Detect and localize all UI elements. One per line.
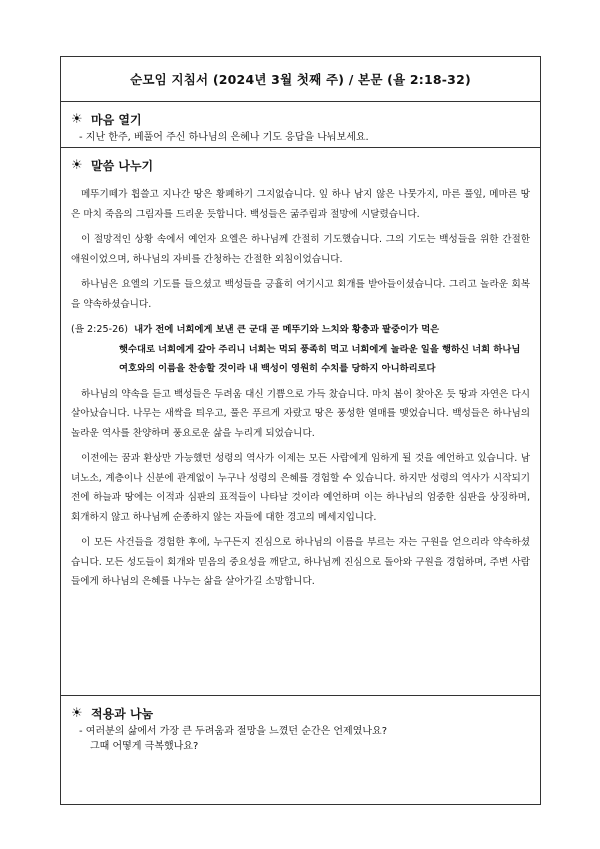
section-heading: [61, 702, 540, 724]
section-title: 말씀 나누기: [91, 158, 154, 173]
paragraph: 메뚜기떼가 휩쓸고 지나간 땅은 황폐하기 그지없습니다. 잎 하나 남지 않은 나뭇가지, 마른 풀잎, 메마른 땅은 마치 죽음의 그림자를 드리운 듯합니다. 백성들은 굶주림과 절망에 시달렸습니다.: [71, 189, 530, 220]
section-heading: [61, 154, 540, 176]
question-line: - 여러분의 삶에서 가장 큰 두려움과 절망을 느꼈던 순간은 언제였나요?: [79, 726, 388, 737]
question-line: 그때 어떻게 극복했나요?: [90, 741, 199, 752]
paragraph: 하나님은 요엘의 기도를 들으셨고 백성들을 긍휼히 여기시고 회개를 받아들이셨습니다. 그리고 놀라운 회복을 약속하셨습니다.: [71, 279, 530, 310]
paragraph: 이 모든 사건들을 경험한 후에, 누구든지 진심으로 하나님의 이름을 부르는 자는 구원을 얻으리라 약속하셨습니다. 모든 성도들이 회개와 믿음의 중요성을 깨닫고, 하나님께 진심으로 돌아와 구원을 경험하며, 주변 사람들에게 하나님의 은혜를 나누는 삶을 살아가길 소망합니다.: [71, 537, 530, 587]
sermon-body: [61, 176, 540, 592]
paragraph: 이전에는 꿈과 환상만 가능했던 성령의 역사가 이제는 모든 사람에게 임하게 될 것을 예언하고 있습니다. 남녀노소, 계층이나 신분에 관계없이 누구나 성령의 은혜를 경험할 수 있습니다. 하지만 성령의 역사가 시작되기 전에 하늘과 땅에는 이적과 심판의 표적들이 나타날 것이라 예언하며 이는 하나님의 엄중한 심판을 상징하며, 회개하지 않고 하나님께 순종하지 않는 자들에 대한 경고의 메세지입니다.: [71, 453, 530, 523]
scripture-quote: [71, 320, 530, 379]
section-word: [61, 148, 540, 696]
section-title: 마음 열기: [91, 112, 142, 127]
bullet-item: [61, 724, 540, 754]
scripture-text: 햇수대로 너희에게 갚아 주리니 너희는 먹되 풍족히 먹고 너희에게 놀라운 일을 행하신 너희 하나님 여호와의 이름을 찬송할 것이라 내 백성이 영원히 수치를 당하지 아니하리로다: [119, 343, 521, 374]
bullet-item: - 지난 한주, 베풀어 주신 하나님의 은혜나 기도 응답을 나눠보세요.: [79, 132, 369, 143]
paragraph: 하나님의 약속을 듣고 백성들은 두려움 대신 기쁨으로 가득 찼습니다. 마치 봄이 찾아온 듯 땅과 자연은 다시 살아났습니다. 나무는 새싹을 틔우고, 풀은 푸르게 자랐고 땅은 풍성한 열매를 맺었습니다. 백성들은 하나님의 놀라운 역사를 찬양하며 풍요로운 삶을 누리게 되었습니다.: [71, 388, 530, 439]
section-heading: [61, 108, 540, 130]
scripture-reference: (욜 2:25-26): [71, 324, 129, 335]
sun-icon: ☀: [71, 705, 83, 721]
section-title: 적용과 나눔: [91, 706, 154, 721]
section-heart: [61, 102, 540, 148]
title-row: [61, 57, 540, 102]
sun-icon: ☀: [71, 111, 83, 127]
page-title: 순모임 지침서 (2024년 3월 첫째 주) / 본문 (욜 2:18-32): [130, 72, 471, 87]
sun-icon: ☀: [71, 157, 83, 173]
worksheet-frame: [60, 56, 541, 805]
section-apply: [61, 696, 540, 754]
scripture-text: 내가 전에 너희에게 보낸 큰 군대 곧 메뚜기와 느치와 황충과 팥중이가 먹은: [134, 324, 440, 335]
paragraph: 이 절망적인 상황 속에서 예언자 요엘은 하나님께 간절히 기도했습니다. 그의 기도는 백성들을 위한 간절한 애원이었으며, 하나님의 자비를 간청하는 간절한 외침이었습니다.: [71, 234, 530, 265]
